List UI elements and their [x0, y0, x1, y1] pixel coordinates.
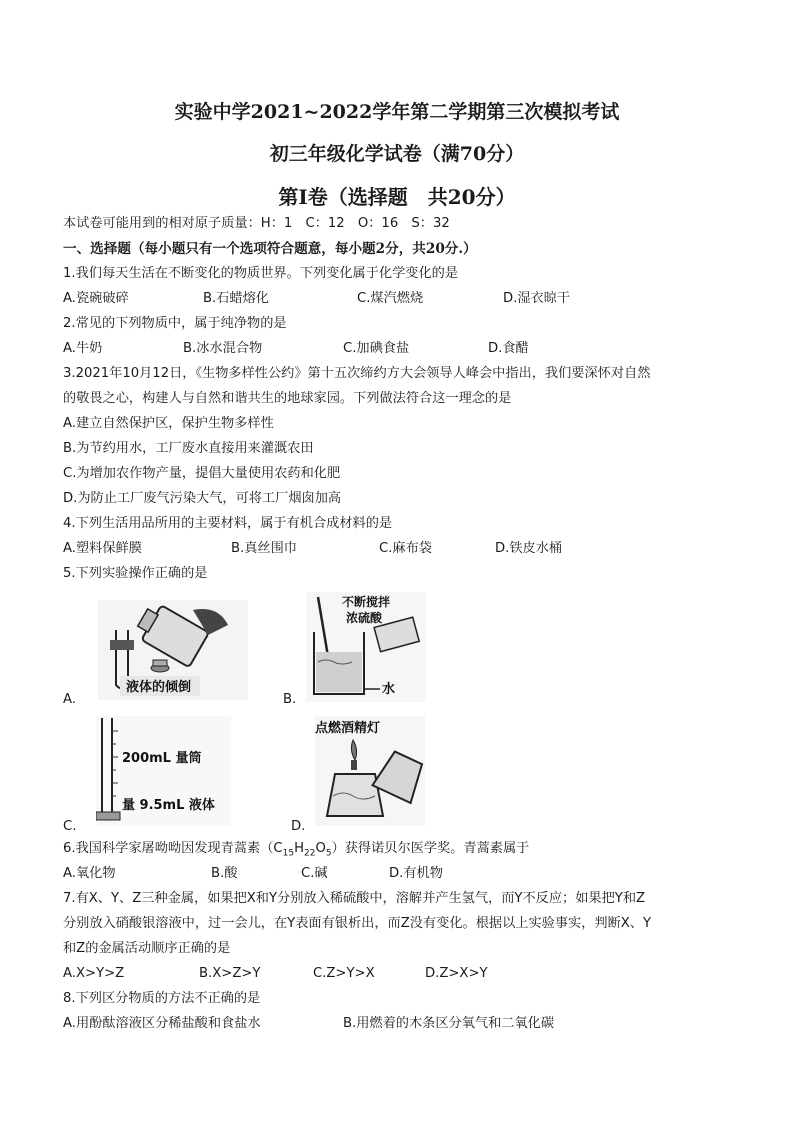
question-7-stem-line1: 7.有X、Y、Z三种金属，如果把X和Y分别放入稀硫酸中，溶解并产生氢气，而Y不反应；如果把Y和Z: [63, 891, 646, 906]
figure-a-caption: 液体的倾倒: [126, 680, 192, 695]
q7-option-d: D.Z>X>Y: [425, 966, 488, 981]
figure-c-label-volume: 量 9.5mL 液体: [122, 798, 215, 813]
q4-option-d: D.铁皮水桶: [495, 541, 563, 556]
q5-option-d-label: D.: [291, 819, 306, 834]
section-heading: 一、选择题（每小题只有一个选项符合题意，每小题2分，共20分.）: [63, 241, 477, 257]
q8-option-b: B.用燃着的木条区分氧气和二氧化碳: [343, 1016, 555, 1031]
q5-option-c-label: C.: [63, 819, 77, 834]
q4-option-c: C.麻布袋: [379, 541, 432, 556]
question-3-stem-line1: 3.2021年10月12日，《生物多样性公约》第十五次缔约方大会领导人峰会中指出，我们要深怀对自然: [63, 366, 651, 381]
question-7-stem-line2: 分别放入硝酸银溶液中，过一会儿，在Y表面有银析出，而Z没有变化。根据以上实验事实，判断X、Y: [63, 916, 652, 931]
q3-option-d: D.为防止工厂废气污染大气，可将工厂烟囱加高: [63, 491, 342, 506]
q2-option-c: C.加碘食盐: [343, 341, 410, 356]
q4-option-b: B.真丝围巾: [231, 541, 297, 556]
cylinder-illustration: [96, 716, 231, 826]
figure-c-label-cylinder: 200mL 量筒: [122, 751, 202, 766]
q5-option-b-label: B.: [283, 692, 297, 707]
q7-option-a: A.X>Y>Z: [63, 966, 125, 981]
figure-d-label: 点燃酒精灯: [315, 721, 381, 736]
q6-option-b: B.酸: [211, 866, 238, 881]
figure-b-diluting-acid: [306, 592, 426, 702]
q1-option-a: A.瓷碗破碎: [63, 291, 129, 306]
atomic-mass-note: 本试卷可能用到的相对原子质量：H：1 C：12 O：16 S：32: [63, 216, 450, 231]
q2-option-d: D.食醋: [488, 341, 529, 356]
question-5-stem: 5.下列实验操作正确的是: [63, 566, 208, 581]
q4-option-a: A.塑料保鲜膜: [63, 541, 142, 556]
q6-sub-hydrogen: 22: [303, 848, 316, 859]
q3-option-b: B.为节约用水，工厂废水直接用来灌溉农田: [63, 441, 314, 456]
q6-option-c: C.碱: [301, 866, 328, 881]
q5-option-a-label: A.: [63, 692, 76, 707]
q3-option-a: A.建立自然保护区，保护生物多样性: [63, 416, 274, 431]
figure-a-pouring-liquid: [98, 600, 248, 700]
q3-option-c: C.为增加农作物产量，提倡大量使用农药和化肥: [63, 466, 341, 481]
q6-sub-oxygen: 5: [325, 848, 332, 859]
question-7-stem-line3: 和Z的金属活动顺序正确的是: [63, 941, 231, 956]
q6-oxygen: O: [315, 841, 326, 856]
q6-stem-end: ）获得诺贝尔医学奖。青蒿素属于: [331, 841, 530, 856]
q2-option-b: B.冰水混合物: [183, 341, 263, 356]
q6-hydrogen: H: [294, 841, 304, 856]
figure-b-label-stir: 不断搅拌: [342, 595, 391, 609]
q1-option-c: C.煤汽燃烧: [357, 291, 424, 306]
q8-option-a: A.用酚酞溶液区分稀盐酸和食盐水: [63, 1016, 261, 1031]
question-6-stem: [63, 840, 529, 863]
q6-option-a: A.氧化物: [63, 866, 116, 881]
exam-subtitle: 初三年级化学试卷（满70分）: [269, 143, 525, 165]
figure-b-label-water: 水: [382, 682, 396, 697]
question-8-stem: 8.下列区分物质的方法不正确的是: [63, 991, 261, 1006]
alcohol-lamp-illustration: [315, 716, 425, 826]
question-1-stem: 1.我们每天生活在不断变化的物质世界。下列变化属于化学变化的是: [63, 266, 459, 281]
question-4-stem: 4.下列生活用品所用的主要材料，属于有机合成材料的是: [63, 516, 393, 531]
q6-sub-carbon: 15: [282, 848, 295, 859]
q1-option-b: B.石蜡熔化: [203, 291, 269, 306]
question-2-stem: 2.常见的下列物质中，属于纯净物的是: [63, 316, 287, 331]
q7-option-b: B.X>Z>Y: [199, 966, 261, 981]
part-title: 第I卷（选择题 共20分）: [278, 185, 516, 209]
q2-option-a: A.牛奶: [63, 341, 103, 356]
figure-d-alcohol-lamp: [315, 716, 425, 826]
q7-option-c: C.Z>Y>X: [313, 966, 375, 981]
q1-option-d: D.湿衣晾干: [503, 291, 571, 306]
figure-c-graduated-cylinder: [96, 716, 231, 826]
exam-title: 实验中学2021~2022学年第二学期第三次模拟考试: [174, 101, 620, 123]
q6-stem-start: 6.我国科学家屠呦呦因发现青蒿素（C: [63, 841, 283, 856]
question-3-stem-line2: 的敬畏之心，构建人与自然和谐共生的地球家园。下列做法符合这一理念的是: [63, 391, 512, 406]
pouring-illustration: [98, 600, 248, 700]
q6-option-d: D.有机物: [389, 866, 443, 881]
dilution-illustration: [306, 592, 426, 702]
figure-b-label-acid: 浓硫酸: [346, 611, 383, 625]
